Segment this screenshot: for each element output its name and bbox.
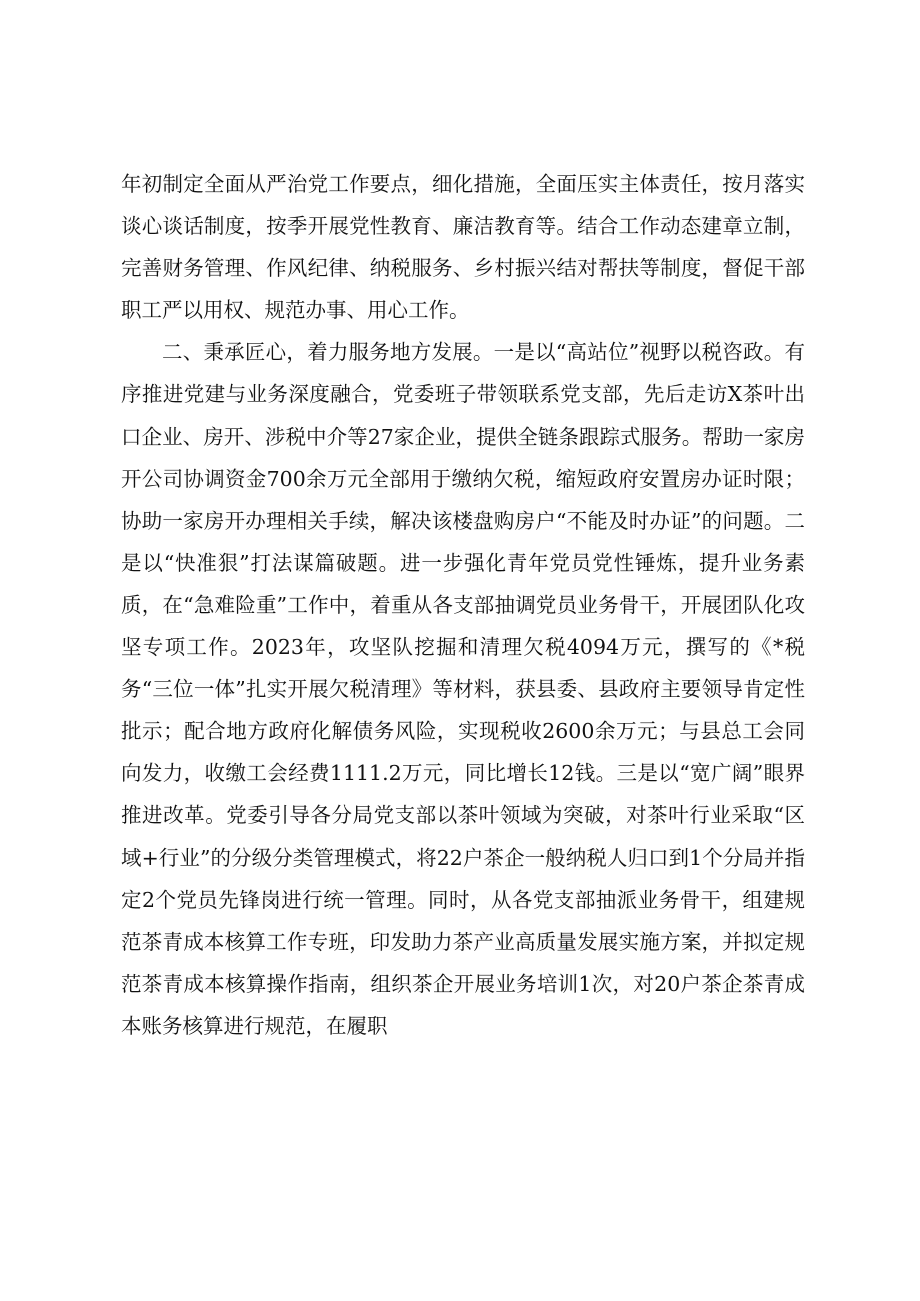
paragraph-section-two: 二、秉承匠心，着力服务地方发展。一是以“高站位”视野以税咨政。有序推进党建与业务深度融合，党委班子带领联系党支部，先后走访X茶叶出口企业、房开、涉税中介等27家企业，提供全链条跟踪式服务。帮助一家房开公司协调资金700余万元全部用于缴纳欠税，缩短政府安置房办证时限；协助一家房开办理相关手续，解决该楼盘购房户“不能及时办证”的问题。二是以“快准狠”打法谋篇破题。进一步强化青年党员党性锤炼，提升业务素质，在“急难险重”工作中，着重从各支部抽调党员业务骨干，开展团队化攻坚专项工作。2023年，攻坚队挖掘和清理欠税4094万元，撰写的《*税务“三位一体”扎实开展欠税清理》等材料，获县委、县政府主要领导肯定性批示；配合地方政府化解债务风险，实现税收2600余万元；与县总工会同向发力，收缴工会经费1111.2万元，同比增长12钱。三是以“宽广阔”眼界推进改革。党委引导各分局党支部以茶叶领域为突破，对茶叶行业采取“区域+行业”的分级分类管理模式，将22户茶企一般纳税人归口到1个分局并指定2个党员先锋岗进行统一管理。同时，从各党支部抽派业务骨干，组建规范茶青成本核算工作专班，印发助力茶产业高质量发展实施方案，并拟定规范茶青成本核算操作指南，组织茶企开展业务培训1次，对20户茶企茶青成本账务核算进行规范，在履职 xyxy=(121,340,805,1038)
document-body xyxy=(121,163,805,1047)
paragraph-continuation: 年初制定全面从严治党工作要点，细化措施，全面压实主体责任，按月落实谈心谈话制度，按季开展党性教育、廉洁教育等。结合工作动态建章立制，完善财务管理、作风纪律、纳税服务、乡村振兴结对帮扶等制度，督促干部职工严以用权、规范办事、用心工作。 xyxy=(121,172,805,323)
